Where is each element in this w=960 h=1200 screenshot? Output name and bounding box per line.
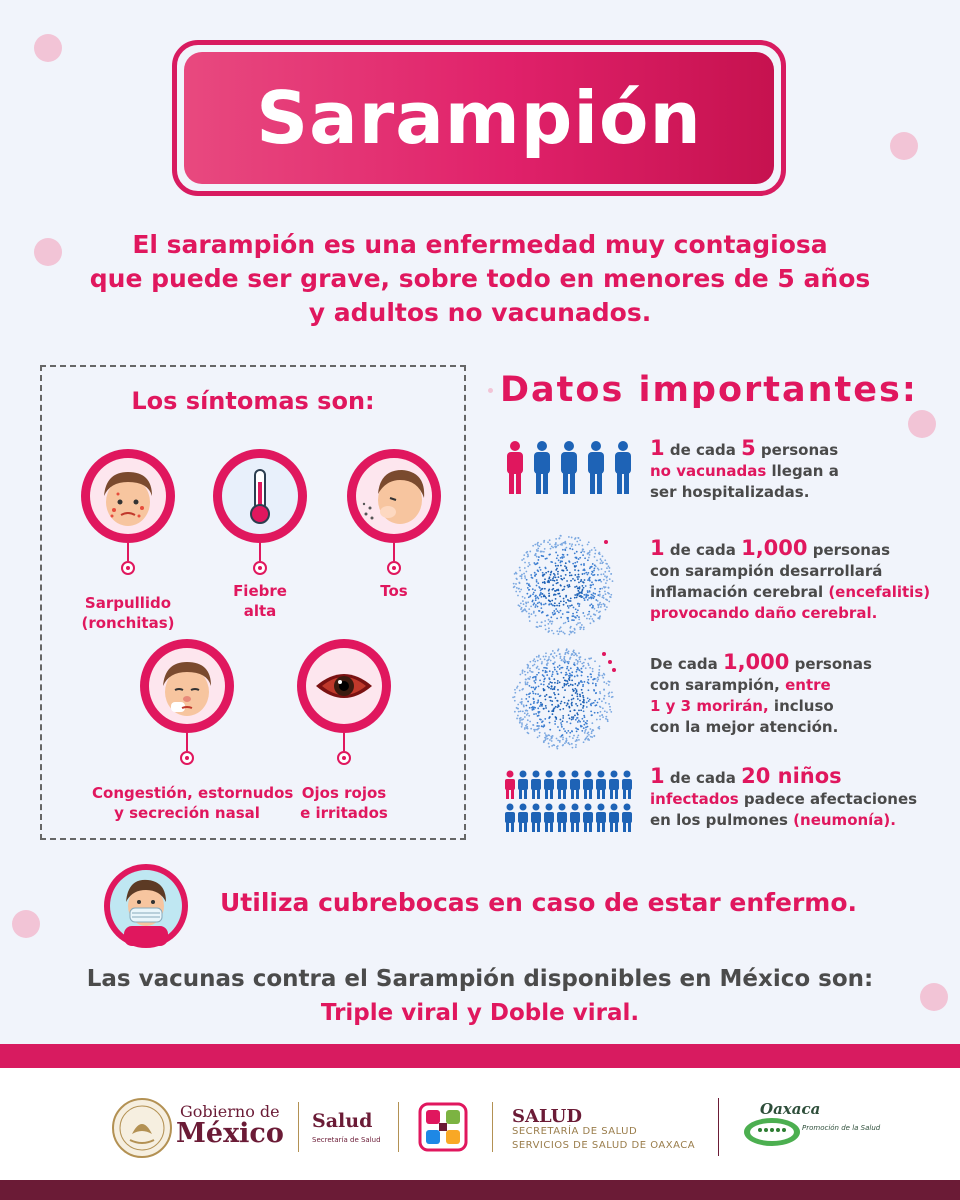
fact-text: De cada — [650, 655, 723, 673]
mask-person-icon — [110, 870, 182, 942]
dot-cloud-1000-icon — [508, 530, 618, 640]
oaxaca-promocion-logo — [742, 1098, 881, 1154]
fact-text: padece afectaciones — [738, 790, 918, 808]
symptom-circle — [81, 449, 175, 543]
fact-text: ser hospitalizadas. — [650, 483, 810, 501]
connector-line — [259, 543, 261, 561]
connector-pin — [387, 561, 401, 575]
symptom-label-line: y secreción nasal — [114, 804, 260, 822]
fact-highlight: (neumonía). — [793, 811, 896, 829]
oaxaca-logo-text: Oaxaca — [760, 1100, 821, 1118]
salud-logo: Salud — [312, 1110, 373, 1132]
symptom-label-line: Tos — [380, 582, 408, 600]
gobierno-logo-big: México — [176, 1118, 284, 1149]
fact-number: 1 — [650, 536, 665, 560]
decor-dot — [488, 388, 493, 393]
dot-cloud-1000-icon — [508, 644, 618, 754]
connector-pin — [121, 561, 135, 575]
footer-divider — [718, 1098, 719, 1156]
fact-text: con sarampión desarrollará — [650, 562, 883, 580]
symptom-label — [264, 783, 424, 823]
footer-band — [0, 1044, 960, 1068]
symptom-label-line: Fiebre — [233, 582, 287, 600]
symptom-label — [92, 783, 294, 823]
fact-text: de cada — [664, 441, 742, 459]
fact-number: 5 — [741, 436, 756, 460]
gobierno-logo-small: Gobierno de — [180, 1102, 280, 1121]
decor-dot — [34, 238, 62, 266]
fact-mortality — [650, 652, 940, 738]
fact-text: con sarampión, — [650, 676, 786, 694]
fact-number: 1,000 — [741, 536, 808, 560]
connector-pin — [253, 561, 267, 575]
symptom-circle — [347, 449, 441, 543]
symptom-cough — [314, 449, 474, 601]
symptoms-heading: Los síntomas son: — [131, 387, 375, 415]
footer-divider — [492, 1102, 493, 1152]
connector-pin — [337, 751, 351, 765]
salud-oaxaca-line: SECRETARÍA DE SALUD — [512, 1126, 638, 1137]
fact-highlight: (encefalitis) — [828, 583, 931, 601]
datos-heading: Datos importantes: — [500, 370, 918, 410]
salud-oaxaca-line: SERVICIOS DE SALUD DE OAXACA — [512, 1140, 696, 1151]
fact-text: personas — [789, 655, 872, 673]
fact-text: de cada — [664, 769, 742, 787]
connector-pin — [180, 751, 194, 765]
children-1-of-20-icon — [504, 770, 638, 834]
symptom-congestion — [92, 639, 294, 823]
symptom-label-line: Sarpullido — [84, 594, 172, 612]
connector-line — [186, 733, 188, 751]
mask-circle — [104, 864, 188, 948]
fact-text: llegan a — [766, 462, 839, 480]
fact-highlight: entre — [785, 676, 831, 694]
salud-subtitle: Secretaría de Salud — [312, 1136, 381, 1144]
symptom-label-line: (ronchitas) — [81, 614, 175, 632]
footer-divider — [398, 1102, 399, 1152]
fact-text: inflamación cerebral — [650, 583, 829, 601]
fact-highlight: infectados — [650, 790, 739, 808]
fact-text: personas — [807, 541, 891, 559]
fact-highlight: 1 y 3 morirán, — [650, 697, 769, 715]
red-eye-icon — [306, 648, 382, 724]
decor-dot — [890, 132, 918, 160]
mexico-seal-logo — [112, 1098, 172, 1158]
decor-dot — [908, 410, 936, 438]
symptom-circle — [297, 639, 391, 733]
footer-divider — [298, 1102, 299, 1152]
vaccines-line: Las vacunas contra el Sarampión disponibles en México son: — [86, 966, 874, 992]
fact-number: 1 — [650, 764, 665, 788]
rash-face-icon — [90, 458, 166, 534]
title-banner — [172, 40, 786, 196]
sneeze-face-icon — [149, 648, 225, 724]
fact-highlight: no vacunadas — [650, 462, 767, 480]
symptom-label-line: alta — [243, 602, 277, 620]
connector-line — [343, 733, 345, 751]
intro-line: El sarampión es una enfermedad muy contagiosa — [132, 230, 828, 259]
fact-number: 1 — [650, 436, 665, 460]
fact-pneumonia — [650, 766, 940, 831]
symptom-label — [314, 581, 474, 601]
symptom-circle — [213, 449, 307, 543]
symptom-red-eyes — [264, 639, 424, 823]
connector-line — [127, 543, 129, 561]
thermometer-icon — [222, 458, 298, 534]
connector-line — [393, 543, 395, 561]
fact-text: en los pulmones — [650, 811, 794, 829]
symptom-circle — [140, 639, 234, 733]
symptom-label-line: e irritados — [300, 804, 388, 822]
symptom-label-line: Ojos rojos — [301, 784, 387, 802]
intro-line: que puede ser grave, sobre todo en menores de 5 años — [89, 264, 871, 293]
page-title: Sarampión — [256, 76, 702, 160]
people-1-of-5-icon — [502, 440, 634, 498]
oaxaca-emblem-logo — [418, 1102, 468, 1152]
fact-text: de cada — [664, 541, 742, 559]
decor-dot — [12, 910, 40, 938]
intro-line: y adultos no vacunados. — [308, 298, 652, 327]
salud-oaxaca-title: SALUD — [512, 1106, 582, 1127]
promocion-logo-text: Promoción de la Salud — [802, 1124, 881, 1132]
fact-text: incluso — [768, 697, 834, 715]
intro-text — [60, 228, 900, 330]
fact-text: personas — [755, 441, 839, 459]
fact-number: 20 niños — [741, 764, 842, 788]
vaccines-names: Triple viral y Doble viral. — [320, 1000, 640, 1026]
fact-highlight: provocando daño cerebral. — [650, 604, 878, 622]
bottom-band — [0, 1180, 960, 1200]
cough-face-icon — [356, 458, 432, 534]
fact-text: con la mejor atención. — [650, 718, 839, 736]
fact-encephalitis — [650, 538, 940, 624]
mask-advice: Utiliza cubrebocas en caso de estar enfermo. — [220, 888, 858, 917]
decor-dot — [34, 34, 62, 62]
vaccines-info — [20, 962, 940, 1030]
symptom-label-line: Congestión, estornudos — [92, 784, 294, 802]
symptoms-panel — [40, 365, 466, 840]
fact-number: 1,000 — [722, 650, 790, 674]
title-banner-fill — [184, 52, 774, 184]
fact-hospitalization — [650, 438, 940, 503]
